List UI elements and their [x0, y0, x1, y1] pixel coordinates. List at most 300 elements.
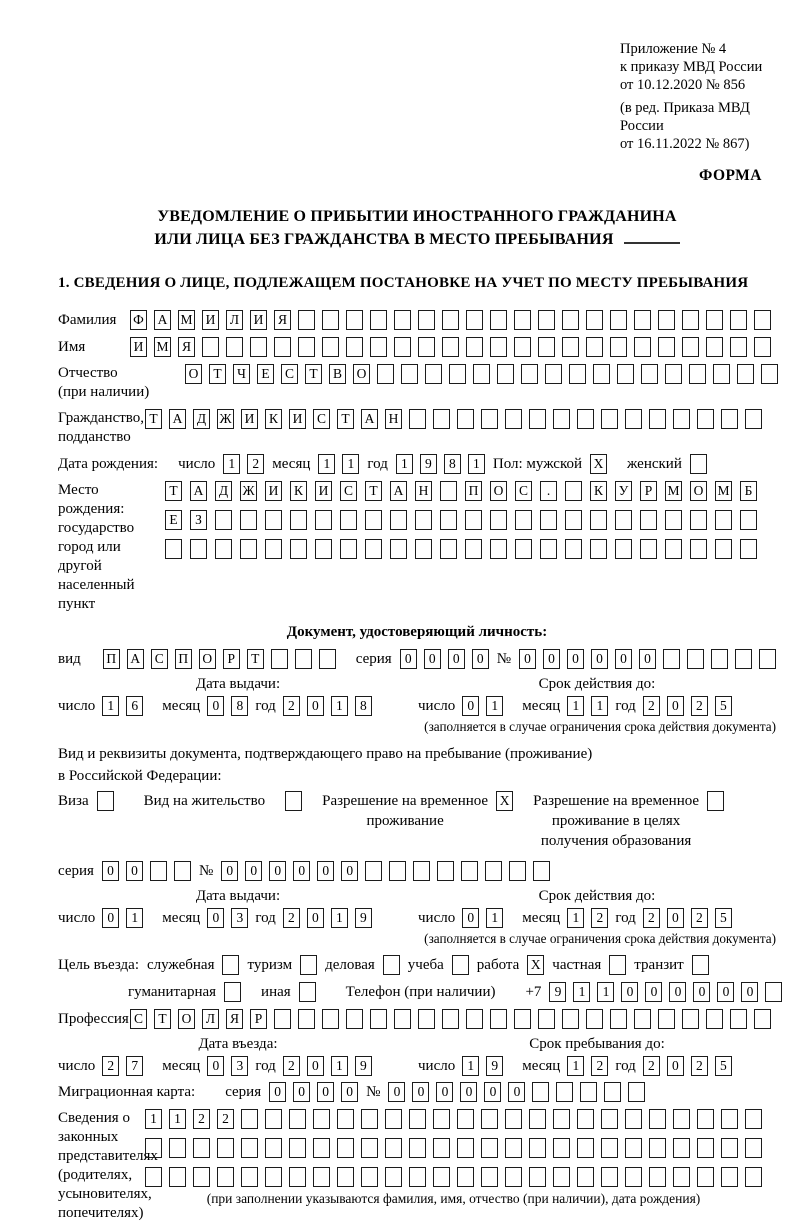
char-box[interactable]: С — [130, 1009, 147, 1029]
char-box[interactable] — [615, 510, 632, 530]
char-box[interactable]: 8 — [444, 454, 461, 474]
char-box[interactable]: Л — [226, 310, 243, 330]
char-box[interactable]: Р — [250, 1009, 267, 1029]
char-box[interactable]: 1 — [573, 982, 590, 1002]
res-number-boxes[interactable] — [221, 861, 550, 881]
char-box[interactable] — [553, 1138, 570, 1158]
char-box[interactable] — [346, 1009, 363, 1029]
char-box[interactable]: К — [590, 481, 607, 501]
char-box[interactable] — [577, 409, 594, 429]
char-box[interactable] — [409, 1167, 426, 1187]
char-box[interactable] — [601, 1109, 618, 1129]
char-box[interactable] — [389, 861, 406, 881]
char-box[interactable] — [515, 510, 532, 530]
char-box[interactable]: 2 — [691, 696, 708, 716]
char-box[interactable]: Е — [165, 510, 182, 530]
char-box[interactable] — [290, 539, 307, 559]
char-box[interactable] — [730, 310, 747, 330]
char-box[interactable] — [193, 1167, 210, 1187]
char-box[interactable] — [565, 539, 582, 559]
char-box[interactable]: 0 — [543, 649, 560, 669]
mig-series-boxes[interactable] — [269, 1082, 358, 1102]
char-box[interactable] — [290, 510, 307, 530]
char-box[interactable]: А — [361, 409, 378, 429]
char-box[interactable]: 1 — [331, 696, 348, 716]
char-box[interactable] — [730, 337, 747, 357]
char-box[interactable]: С — [281, 364, 298, 384]
doc-valid-day-boxes[interactable] — [462, 696, 503, 716]
char-box[interactable]: 0 — [293, 861, 310, 881]
char-box[interactable] — [457, 1109, 474, 1129]
char-box[interactable] — [577, 1167, 594, 1187]
char-box[interactable] — [562, 310, 579, 330]
birthplace-boxes-row1[interactable] — [165, 481, 757, 501]
char-box[interactable] — [690, 539, 707, 559]
char-box[interactable] — [514, 337, 531, 357]
char-box[interactable] — [466, 337, 483, 357]
legal-boxes-row3[interactable] — [145, 1167, 762, 1187]
char-box[interactable]: 2 — [643, 696, 660, 716]
char-box[interactable] — [377, 364, 394, 384]
char-box[interactable] — [413, 861, 430, 881]
char-box[interactable] — [285, 791, 302, 811]
char-box[interactable] — [586, 1009, 603, 1029]
char-box[interactable]: 0 — [615, 649, 632, 669]
char-box[interactable] — [580, 1082, 597, 1102]
char-box[interactable]: 7 — [126, 1056, 143, 1076]
char-box[interactable] — [465, 539, 482, 559]
char-box[interactable]: С — [340, 481, 357, 501]
char-box[interactable] — [713, 364, 730, 384]
doc-issue-year-boxes[interactable] — [283, 696, 372, 716]
char-box[interactable] — [665, 539, 682, 559]
char-box[interactable] — [625, 409, 642, 429]
char-box[interactable]: 2 — [643, 908, 660, 928]
char-box[interactable] — [509, 861, 526, 881]
purpose-business-checkbox[interactable] — [383, 955, 400, 975]
legal-boxes-row1[interactable] — [145, 1109, 762, 1129]
char-box[interactable] — [658, 1009, 675, 1029]
char-box[interactable] — [649, 409, 666, 429]
char-box[interactable]: 0 — [717, 982, 734, 1002]
char-box[interactable] — [394, 1009, 411, 1029]
doc-number-boxes[interactable] — [519, 649, 776, 669]
char-box[interactable] — [274, 1009, 291, 1029]
legal-boxes-row2[interactable] — [145, 1138, 762, 1158]
char-box[interactable]: 0 — [567, 649, 584, 669]
char-box[interactable] — [217, 1167, 234, 1187]
char-box[interactable] — [706, 337, 723, 357]
purpose-study-checkbox[interactable] — [452, 955, 469, 975]
char-box[interactable]: X — [527, 955, 544, 975]
char-box[interactable] — [433, 409, 450, 429]
char-box[interactable]: 8 — [231, 696, 248, 716]
char-box[interactable] — [241, 1138, 258, 1158]
char-box[interactable]: К — [290, 481, 307, 501]
char-box[interactable] — [761, 364, 778, 384]
char-box[interactable]: 1 — [126, 908, 143, 928]
char-box[interactable]: 0 — [621, 982, 638, 1002]
char-box[interactable]: 0 — [102, 861, 119, 881]
char-box[interactable]: Т — [145, 409, 162, 429]
char-box[interactable] — [346, 310, 363, 330]
char-box[interactable] — [361, 1167, 378, 1187]
char-box[interactable] — [553, 1109, 570, 1129]
char-box[interactable] — [473, 364, 490, 384]
char-box[interactable] — [440, 510, 457, 530]
sex-male-checkbox[interactable] — [590, 454, 607, 474]
char-box[interactable] — [265, 1167, 282, 1187]
char-box[interactable] — [240, 539, 257, 559]
char-box[interactable] — [715, 539, 732, 559]
char-box[interactable]: Т — [365, 481, 382, 501]
visa-checkbox[interactable] — [97, 791, 114, 811]
char-box[interactable] — [202, 337, 219, 357]
char-box[interactable] — [697, 1167, 714, 1187]
char-box[interactable] — [706, 1009, 723, 1029]
char-box[interactable] — [490, 539, 507, 559]
char-box[interactable]: О — [490, 481, 507, 501]
char-box[interactable]: 1 — [145, 1109, 162, 1129]
char-box[interactable] — [505, 1138, 522, 1158]
char-box[interactable]: Н — [415, 481, 432, 501]
char-box[interactable] — [673, 409, 690, 429]
char-box[interactable] — [490, 310, 507, 330]
birth-month-boxes[interactable] — [318, 454, 359, 474]
char-box[interactable] — [298, 310, 315, 330]
char-box[interactable] — [217, 1138, 234, 1158]
res-series-boxes[interactable] — [102, 861, 191, 881]
char-box[interactable] — [745, 1109, 762, 1129]
char-box[interactable] — [250, 337, 267, 357]
char-box[interactable] — [365, 510, 382, 530]
doc-valid-year-boxes[interactable] — [643, 696, 732, 716]
char-box[interactable] — [521, 364, 538, 384]
char-box[interactable] — [224, 982, 241, 1002]
char-box[interactable]: 2 — [247, 454, 264, 474]
char-box[interactable] — [437, 861, 454, 881]
char-box[interactable] — [538, 310, 555, 330]
char-box[interactable]: З — [190, 510, 207, 530]
char-box[interactable] — [610, 310, 627, 330]
char-box[interactable]: Ж — [240, 481, 257, 501]
char-box[interactable] — [634, 310, 651, 330]
char-box[interactable]: 0 — [207, 908, 224, 928]
char-box[interactable]: 1 — [567, 1056, 584, 1076]
char-box[interactable] — [289, 1167, 306, 1187]
char-box[interactable]: К — [265, 409, 282, 429]
char-box[interactable] — [190, 539, 207, 559]
char-box[interactable] — [322, 310, 339, 330]
char-box[interactable]: М — [178, 310, 195, 330]
char-box[interactable] — [485, 861, 502, 881]
char-box[interactable]: А — [169, 409, 186, 429]
char-box[interactable] — [690, 510, 707, 530]
char-box[interactable] — [481, 1167, 498, 1187]
char-box[interactable]: 0 — [667, 696, 684, 716]
char-box[interactable]: 1 — [396, 454, 413, 474]
char-box[interactable] — [658, 337, 675, 357]
char-box[interactable] — [340, 510, 357, 530]
char-box[interactable] — [745, 1138, 762, 1158]
char-box[interactable]: 2 — [283, 696, 300, 716]
char-box[interactable]: Я — [274, 310, 291, 330]
char-box[interactable] — [745, 1167, 762, 1187]
char-box[interactable] — [634, 337, 651, 357]
char-box[interactable]: 0 — [639, 649, 656, 669]
char-box[interactable] — [590, 510, 607, 530]
char-box[interactable]: 0 — [412, 1082, 429, 1102]
char-box[interactable] — [361, 1138, 378, 1158]
char-box[interactable] — [640, 510, 657, 530]
char-box[interactable] — [697, 1109, 714, 1129]
char-box[interactable] — [370, 337, 387, 357]
char-box[interactable]: Д — [193, 409, 210, 429]
char-box[interactable] — [740, 539, 757, 559]
char-box[interactable] — [649, 1138, 666, 1158]
temp-residence-checkbox[interactable] — [496, 791, 513, 811]
char-box[interactable] — [754, 337, 771, 357]
char-box[interactable] — [490, 337, 507, 357]
char-box[interactable] — [533, 861, 550, 881]
char-box[interactable]: А — [154, 310, 171, 330]
char-box[interactable] — [481, 1138, 498, 1158]
char-box[interactable]: 0 — [388, 1082, 405, 1102]
char-box[interactable] — [586, 337, 603, 357]
stay-month-boxes[interactable] — [567, 1056, 608, 1076]
char-box[interactable] — [754, 1009, 771, 1029]
surname-boxes[interactable] — [130, 310, 771, 330]
char-box[interactable] — [193, 1138, 210, 1158]
char-box[interactable]: 0 — [693, 982, 710, 1002]
res-valid-day-boxes[interactable] — [462, 908, 503, 928]
char-box[interactable]: И — [250, 310, 267, 330]
char-box[interactable]: М — [715, 481, 732, 501]
char-box[interactable]: 0 — [741, 982, 758, 1002]
char-box[interactable]: С — [515, 481, 532, 501]
char-box[interactable] — [315, 510, 332, 530]
char-box[interactable] — [649, 1109, 666, 1129]
char-box[interactable] — [300, 955, 317, 975]
char-box[interactable] — [721, 1138, 738, 1158]
char-box[interactable] — [665, 510, 682, 530]
patronymic-boxes[interactable] — [185, 364, 778, 384]
char-box[interactable] — [337, 1138, 354, 1158]
res-issue-month-boxes[interactable] — [207, 908, 248, 928]
char-box[interactable]: Б — [740, 481, 757, 501]
char-box[interactable]: А — [127, 649, 144, 669]
char-box[interactable]: 2 — [102, 1056, 119, 1076]
char-box[interactable]: О — [199, 649, 216, 669]
char-box[interactable]: 0 — [400, 649, 417, 669]
char-box[interactable] — [663, 649, 680, 669]
char-box[interactable] — [440, 539, 457, 559]
char-box[interactable]: 2 — [193, 1109, 210, 1129]
char-box[interactable] — [682, 337, 699, 357]
char-box[interactable]: Р — [223, 649, 240, 669]
char-box[interactable] — [169, 1167, 186, 1187]
char-box[interactable] — [365, 539, 382, 559]
char-box[interactable]: П — [175, 649, 192, 669]
sex-female-checkbox[interactable] — [690, 454, 707, 474]
char-box[interactable]: 9 — [486, 1056, 503, 1076]
char-box[interactable]: 0 — [207, 696, 224, 716]
char-box[interactable]: . — [540, 481, 557, 501]
char-box[interactable]: 1 — [331, 908, 348, 928]
char-box[interactable] — [370, 1009, 387, 1029]
char-box[interactable] — [394, 310, 411, 330]
char-box[interactable] — [361, 1109, 378, 1129]
res-issue-day-boxes[interactable] — [102, 908, 143, 928]
char-box[interactable] — [289, 1109, 306, 1129]
char-box[interactable]: 1 — [567, 908, 584, 928]
char-box[interactable]: 1 — [597, 982, 614, 1002]
char-box[interactable] — [505, 1109, 522, 1129]
char-box[interactable] — [313, 1167, 330, 1187]
char-box[interactable]: С — [151, 649, 168, 669]
char-box[interactable] — [298, 337, 315, 357]
char-box[interactable] — [628, 1082, 645, 1102]
char-box[interactable]: 0 — [448, 649, 465, 669]
temp-residence-education-checkbox[interactable] — [707, 791, 724, 811]
char-box[interactable]: О — [185, 364, 202, 384]
char-box[interactable] — [540, 539, 557, 559]
char-box[interactable] — [322, 337, 339, 357]
char-box[interactable]: С — [313, 409, 330, 429]
char-box[interactable]: 0 — [341, 861, 358, 881]
char-box[interactable] — [641, 364, 658, 384]
char-box[interactable] — [590, 539, 607, 559]
char-box[interactable]: 5 — [715, 908, 732, 928]
char-box[interactable]: П — [465, 481, 482, 501]
char-box[interactable]: И — [265, 481, 282, 501]
mig-number-boxes[interactable] — [388, 1082, 645, 1102]
char-box[interactable]: Т — [247, 649, 264, 669]
char-box[interactable]: Т — [154, 1009, 171, 1029]
char-box[interactable] — [418, 337, 435, 357]
res-issue-year-boxes[interactable] — [283, 908, 372, 928]
stay-year-boxes[interactable] — [643, 1056, 732, 1076]
char-box[interactable] — [97, 791, 114, 811]
char-box[interactable] — [497, 364, 514, 384]
char-box[interactable] — [682, 1009, 699, 1029]
char-box[interactable] — [545, 364, 562, 384]
doc-kind-boxes[interactable] — [103, 649, 336, 669]
char-box[interactable]: Ч — [233, 364, 250, 384]
char-box[interactable]: Е — [257, 364, 274, 384]
char-box[interactable]: 0 — [307, 1056, 324, 1076]
char-box[interactable] — [215, 510, 232, 530]
char-box[interactable] — [265, 510, 282, 530]
char-box[interactable]: О — [178, 1009, 195, 1029]
res-valid-month-boxes[interactable] — [567, 908, 608, 928]
char-box[interactable] — [730, 1009, 747, 1029]
char-box[interactable] — [532, 1082, 549, 1102]
char-box[interactable] — [222, 955, 239, 975]
char-box[interactable]: 2 — [591, 1056, 608, 1076]
doc-series-boxes[interactable] — [400, 649, 489, 669]
char-box[interactable] — [673, 1109, 690, 1129]
char-box[interactable] — [577, 1138, 594, 1158]
char-box[interactable]: 0 — [591, 649, 608, 669]
char-box[interactable]: 9 — [355, 908, 372, 928]
char-box[interactable] — [299, 982, 316, 1002]
char-box[interactable] — [394, 337, 411, 357]
char-box[interactable] — [538, 337, 555, 357]
char-box[interactable] — [565, 481, 582, 501]
char-box[interactable]: В — [329, 364, 346, 384]
char-box[interactable]: 1 — [169, 1109, 186, 1129]
char-box[interactable]: 1 — [567, 696, 584, 716]
char-box[interactable] — [609, 955, 626, 975]
char-box[interactable] — [383, 955, 400, 975]
char-box[interactable] — [271, 649, 288, 669]
char-box[interactable]: 1 — [342, 454, 359, 474]
given-name-boxes[interactable] — [130, 337, 771, 357]
char-box[interactable] — [697, 409, 714, 429]
char-box[interactable] — [337, 1167, 354, 1187]
char-box[interactable] — [322, 1009, 339, 1029]
char-box[interactable] — [415, 510, 432, 530]
char-box[interactable] — [625, 1167, 642, 1187]
char-box[interactable]: 5 — [715, 696, 732, 716]
char-box[interactable] — [241, 1167, 258, 1187]
char-box[interactable]: 1 — [331, 1056, 348, 1076]
char-box[interactable] — [490, 1009, 507, 1029]
purpose-transit-checkbox[interactable] — [692, 955, 709, 975]
char-box[interactable] — [145, 1138, 162, 1158]
char-box[interactable] — [418, 310, 435, 330]
char-box[interactable] — [601, 1138, 618, 1158]
char-box[interactable] — [240, 510, 257, 530]
char-box[interactable] — [556, 1082, 573, 1102]
char-box[interactable] — [415, 539, 432, 559]
char-box[interactable]: Р — [640, 481, 657, 501]
char-box[interactable] — [754, 310, 771, 330]
char-box[interactable] — [433, 1138, 450, 1158]
char-box[interactable] — [610, 1009, 627, 1029]
char-box[interactable] — [625, 1109, 642, 1129]
char-box[interactable]: Т — [209, 364, 226, 384]
char-box[interactable]: 0 — [317, 861, 334, 881]
entry-month-boxes[interactable] — [207, 1056, 248, 1076]
doc-issue-day-boxes[interactable] — [102, 696, 143, 716]
char-box[interactable]: 1 — [223, 454, 240, 474]
char-box[interactable]: 0 — [508, 1082, 525, 1102]
char-box[interactable] — [562, 337, 579, 357]
char-box[interactable] — [604, 1082, 621, 1102]
char-box[interactable] — [313, 1109, 330, 1129]
char-box[interactable] — [425, 364, 442, 384]
char-box[interactable]: 0 — [436, 1082, 453, 1102]
citizenship-boxes[interactable] — [145, 409, 762, 429]
char-box[interactable] — [505, 409, 522, 429]
char-box[interactable] — [418, 1009, 435, 1029]
char-box[interactable] — [569, 364, 586, 384]
entry-day-boxes[interactable] — [102, 1056, 143, 1076]
char-box[interactable] — [577, 1109, 594, 1129]
char-box[interactable]: Т — [337, 409, 354, 429]
char-box[interactable]: Я — [178, 337, 195, 357]
char-box[interactable]: 0 — [472, 649, 489, 669]
char-box[interactable] — [295, 649, 312, 669]
char-box[interactable] — [759, 649, 776, 669]
char-box[interactable] — [553, 1167, 570, 1187]
char-box[interactable]: 2 — [643, 1056, 660, 1076]
char-box[interactable]: 8 — [355, 696, 372, 716]
char-box[interactable]: 3 — [231, 908, 248, 928]
char-box[interactable] — [409, 409, 426, 429]
